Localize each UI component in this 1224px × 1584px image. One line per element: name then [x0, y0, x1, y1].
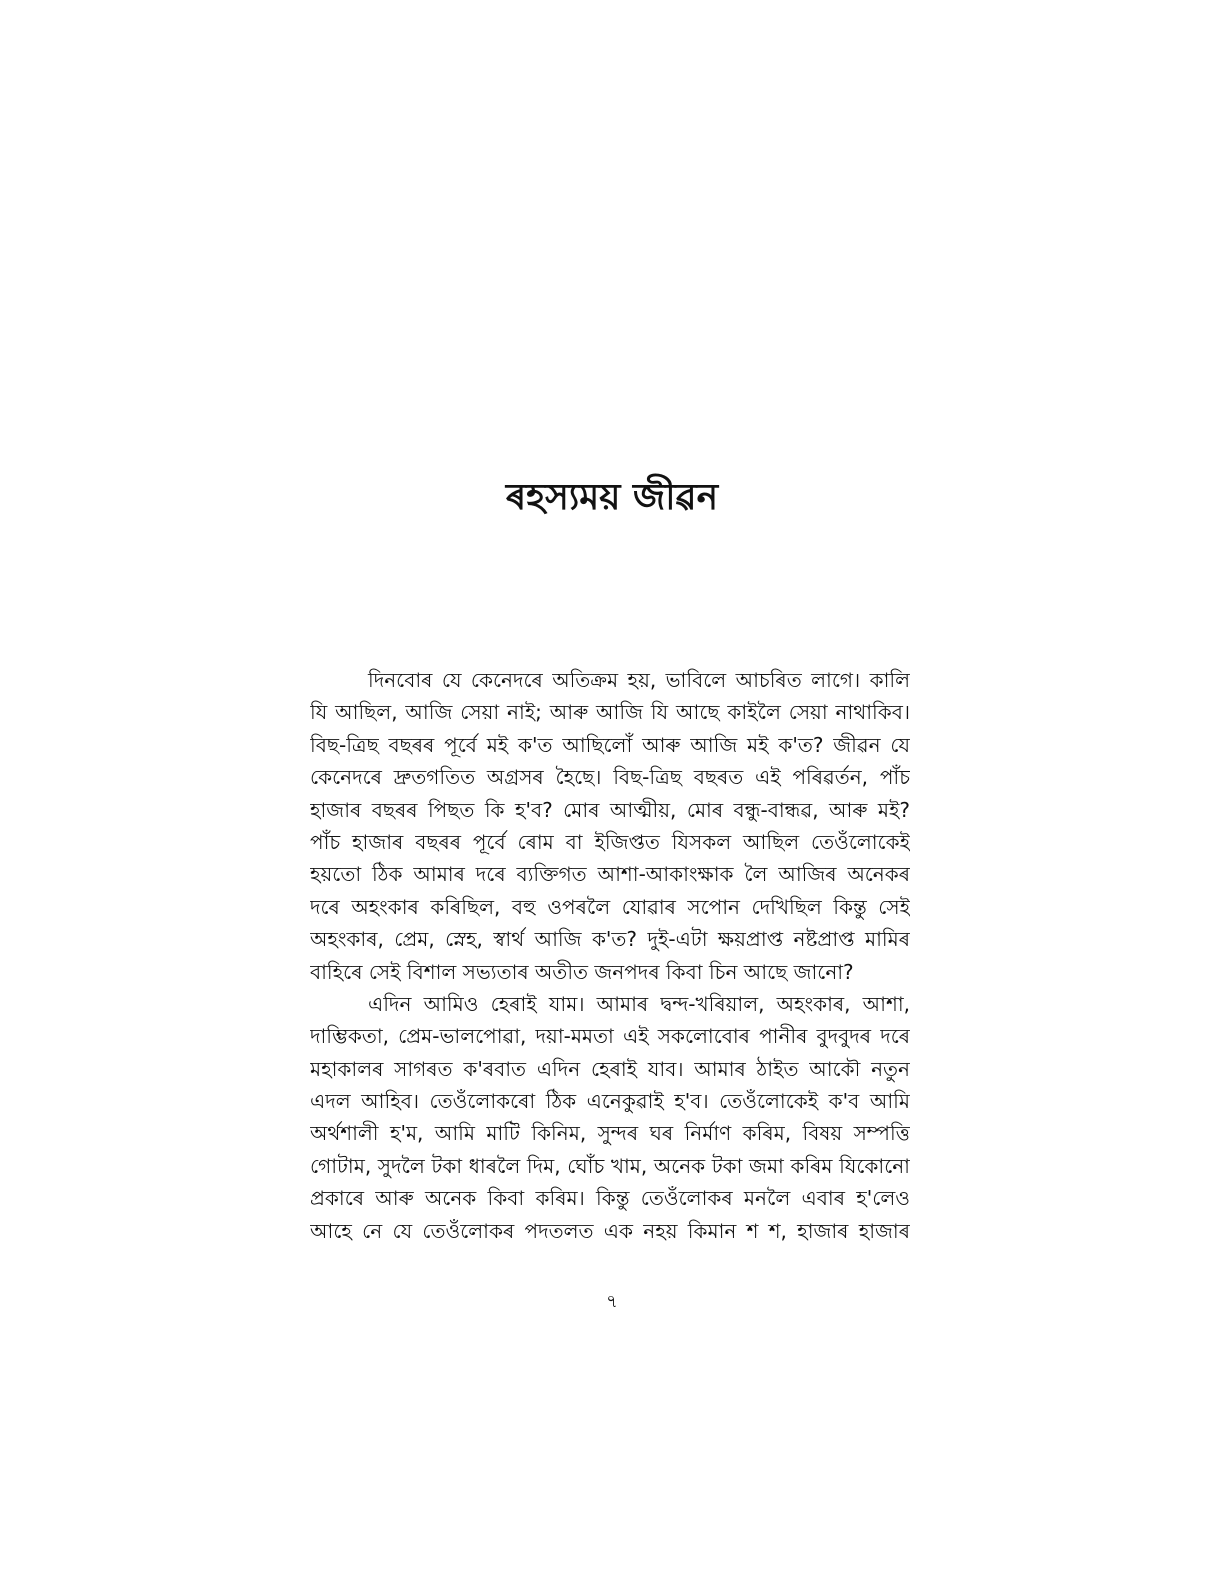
text-line: অৰ্থশালী হ'ম, আমি মাটি কিনিম, সুন্দৰ ঘৰ নিৰ্মাণ কৰিম, বিষয় সম্পত্তি — [310, 1121, 910, 1146]
text-line: গোটাম, সুদলৈ টকা ধাৰলৈ দিম, ঘোঁচ খাম, অনেক টকা জমা কৰিম যিকোনো — [310, 1153, 910, 1178]
paragraph-1 — [310, 664, 910, 988]
text-line: যি আছিল, আজি সেয়া নাই; আৰু আজি যি আছে কাইলৈ সেয়া নাথাকিব। — [310, 700, 910, 725]
text-line: হয়তো ঠিক আমাৰ দৰে ব্যক্তিগত আশা-আকাংক্ষাক লৈ আজিৰ অনেকৰ — [310, 862, 910, 887]
text-line: দৰে অহংকাৰ কৰিছিল, বহু ওপৰলৈ যোৱাৰ সপোন দেখিছিল কিন্তু সেই — [310, 894, 910, 919]
text-line: বাহিৰে সেই বিশাল সভ্যতাৰ অতীত জনপদৰ কিবা চিন আছে জানো? — [310, 959, 854, 984]
text-line: প্ৰকাৰে আৰু অনেক কিবা কৰিম। কিন্তু তেওঁলোকৰ মনলৈ এবাৰ হ'লেও — [310, 1186, 910, 1211]
paragraph-2 — [310, 988, 910, 1247]
text-line: পাঁচ হাজাৰ বছৰৰ পূৰ্বে ৰোম বা ইজিপ্তত যিসকল আছিল তেওঁলোকেই — [310, 829, 910, 854]
text-line: হাজাৰ বছৰৰ পিছত কি হ'ব? মোৰ আত্মীয়, মোৰ বন্ধু-বান্ধৱ, আৰু মই? — [310, 797, 910, 822]
text-line: এদল আহিব। তেওঁলোকৰো ঠিক এনেকুৱাই হ'ব। তেওঁলোকেই ক'ব আমি — [310, 1089, 910, 1114]
body-text — [310, 664, 910, 1247]
text-line: কেনেদৰে দ্ৰুতগতিত অগ্ৰসৰ হৈছে। বিছ-ত্ৰিছ বছৰত এই পৰিৱৰ্তন, পাঁচ — [310, 765, 910, 790]
text-line: মহাকালৰ সাগৰত ক'ৰবাত এদিন হেৰাই যাব। আমাৰ ঠাইত আকৌ নতুন — [310, 1056, 910, 1081]
text-line: অহংকাৰ, প্ৰেম, স্নেহ, স্বাৰ্থ আজি ক'ত? দুই-এটা ক্ষয়প্ৰাপ্ত নষ্টপ্ৰাপ্ত মামিৰ — [310, 927, 910, 952]
text-line: দাম্ভিকতা, প্ৰেম-ভালপোৱা, দয়া-মমতা এই সকলোবোৰ পানীৰ বুদবুদৰ দৰে — [310, 1024, 910, 1049]
text-line: দিনবোৰ যে কেনেদৰে অতিক্ৰম হয়, ভাবিলে আচৰিত লাগে। কালি — [368, 668, 910, 692]
text-line: বিছ-ত্ৰিছ বছৰৰ পূৰ্বে মই ক'ত আছিলোঁ আৰু আজি মই ক'ত? জীৱন যে — [310, 732, 910, 757]
chapter-title: ৰহস্যময় জীৱন — [505, 477, 719, 518]
text-line: আহে নে যে তেওঁলোকৰ পদতলত এক নহয় কিমান শ শ, হাজাৰ হাজাৰ — [310, 1218, 910, 1243]
page-number: ৭ — [606, 1291, 618, 1312]
text-line: এদিন আমিও হেৰাই যাম। আমাৰ দ্বন্দ-খৰিয়াল, অহংকাৰ, আশা, — [368, 991, 910, 1016]
